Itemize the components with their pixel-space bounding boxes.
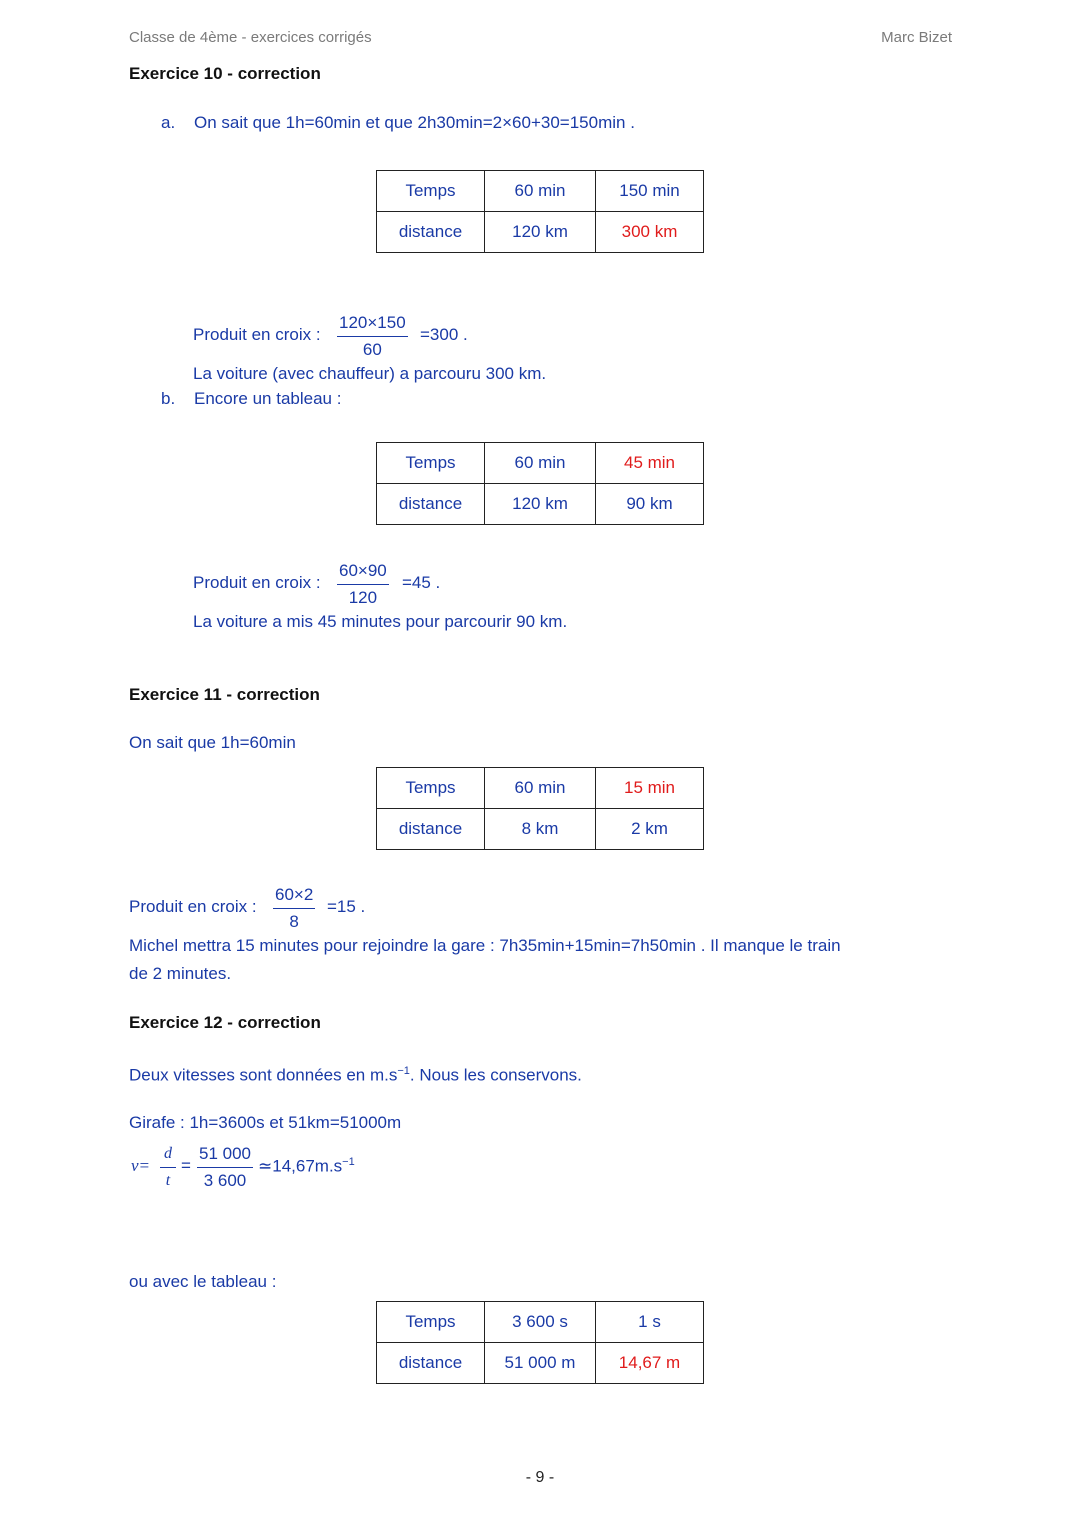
ex12-approx-exponent: −1	[342, 1156, 355, 1168]
ex12-equals: =	[181, 1156, 191, 1175]
header-left: Classe de 4ème - exercices corrigés	[129, 29, 372, 46]
ex12-intro	[129, 1065, 582, 1086]
table-cell: Temps	[377, 443, 485, 484]
table-cell: 2 km	[596, 809, 704, 850]
ex10-b-marker: b.	[161, 389, 176, 408]
ex10-fraction-result-2: =45 .	[402, 573, 441, 592]
ex10-produit-label-2: Produit en croix :	[193, 573, 321, 592]
table-cell: 120 km	[485, 484, 596, 525]
ex11-intro: On sait que 1h=60min	[129, 733, 296, 752]
ex12-intro-text: Deux vitesses sont données en m.s	[129, 1065, 398, 1085]
ex10-table-2	[376, 442, 704, 525]
table-cell: 3 600 s	[485, 1302, 596, 1343]
ex10-a-marker: a.	[161, 113, 176, 132]
ex10-fraction-2	[337, 558, 389, 611]
ex12-fraction-d-t	[160, 1141, 176, 1194]
ex12-title: Exercice 12 - correction	[129, 1013, 321, 1032]
ex12-intro-exponent: −1	[397, 1065, 410, 1077]
header-right: Marc Bizet	[881, 29, 952, 46]
ex12-v-label: v=	[131, 1156, 151, 1175]
ex11-table	[376, 767, 704, 850]
ex10-title: Exercice 10 - correction	[129, 64, 321, 83]
variable-v: v	[131, 1156, 139, 1175]
table-cell: 60 min	[485, 768, 596, 809]
ex10-conclusion-1: La voiture (avec chauffeur) a parcouru 300 km.	[193, 364, 547, 383]
ex11-fraction	[273, 882, 315, 935]
fraction-numerator: 60×90	[337, 558, 389, 585]
table-cell: 150 min	[596, 171, 704, 212]
ex11-title: Exercice 11 - correction	[129, 685, 320, 704]
table-cell: distance	[377, 809, 485, 850]
ex12-approx	[258, 1156, 355, 1177]
ex12-approx-value: ≃14,67m.s	[258, 1156, 343, 1176]
table-cell: distance	[377, 484, 485, 525]
ex10-table-1	[376, 170, 704, 253]
fraction-numerator: 120×150	[337, 310, 408, 337]
table-cell: 8 km	[485, 809, 596, 850]
ex10-produit-label-1: Produit en croix :	[193, 325, 321, 344]
page-number: - 9 -	[525, 1469, 555, 1486]
ex10-fraction-result-1: =300 .	[420, 325, 468, 344]
table-cell: distance	[377, 1343, 485, 1384]
table-cell: Temps	[377, 1302, 485, 1343]
ex12-table	[376, 1301, 704, 1384]
fraction-denominator: 3 600	[203, 1171, 247, 1190]
table-cell: Temps	[377, 768, 485, 809]
fraction-numerator: 51 000	[197, 1141, 253, 1168]
fraction-denominator: 120	[348, 588, 378, 607]
fraction-denominator: t	[165, 1172, 171, 1189]
table-cell-result: 14,67 m	[596, 1343, 704, 1384]
fraction-numerator: d	[160, 1141, 176, 1168]
table-cell: 60 min	[485, 171, 596, 212]
table-cell-result: 45 min	[596, 443, 704, 484]
table-cell: 90 km	[596, 484, 704, 525]
ex12-ou-text: ou avec le tableau :	[129, 1272, 277, 1291]
table-cell-result: 300 km	[596, 212, 704, 253]
ex11-conclusion-line-2: de 2 minutes.	[129, 964, 232, 983]
ex12-intro-end: . Nous les conservons.	[409, 1065, 582, 1085]
fraction-numerator: 60×2	[273, 882, 315, 909]
table-cell: 60 min	[485, 443, 596, 484]
ex10-a-text: On sait que 1h=60min et que 2h30min=2×60+30=150min .	[194, 113, 635, 132]
ex11-conclusion-line-1: Michel mettra 15 minutes pour rejoindre la gare : 7h35min+15min=7h50min . Il manque le train	[129, 936, 841, 955]
table-cell: distance	[377, 212, 485, 253]
table-cell: 120 km	[485, 212, 596, 253]
table-cell: 51 000 m	[485, 1343, 596, 1384]
ex12-fraction-speed	[197, 1141, 253, 1194]
ex10-fraction-1	[337, 310, 408, 363]
fraction-denominator: 8	[289, 912, 299, 931]
ex10-b-text: Encore un tableau :	[194, 389, 342, 408]
table-cell: 1 s	[596, 1302, 704, 1343]
table-cell-result: 15 min	[596, 768, 704, 809]
fraction-denominator: 60	[362, 340, 382, 359]
ex11-fraction-result: =15 .	[327, 897, 366, 916]
ex11-produit-label: Produit en croix :	[129, 897, 257, 916]
ex12-girafe: Girafe : 1h=3600s et 51km=51000m	[129, 1113, 402, 1132]
ex10-conclusion-2: La voiture a mis 45 minutes pour parcourir 90 km.	[193, 612, 568, 631]
table-cell: Temps	[377, 171, 485, 212]
